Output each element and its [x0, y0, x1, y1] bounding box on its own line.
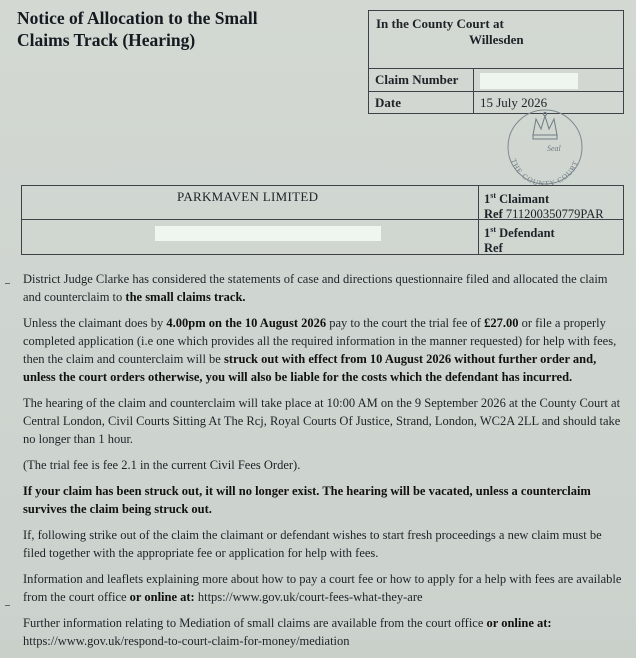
title-line-1: Notice of Allocation to the Small: [17, 8, 258, 28]
paragraph-fees-info: Information and leaflets explaining more about how to pay a court fee or how to apply for a help with fees are available from the court office or online at: https://www.gov.uk/court-fees-what-they-are: [23, 572, 622, 604]
paragraph-fresh-proceedings: If, following strike out of the claim the claimant or defendant wishes to start fresh proceedings a new claim must be filed together with the appropriate fee or application for help with fees.: [23, 528, 602, 560]
paragraph-allocation: District Judge Clarke has considered the statements of case and directions questionnaire filed and allocated the claim and counterclaim to the small claims track.: [23, 272, 608, 304]
date-label: Date: [368, 92, 474, 114]
claimant-ref-value: 711200350779PAR: [505, 207, 604, 222]
claimant-name: PARKMAVEN LIMITED: [177, 189, 319, 204]
paragraph-trial-fee: Unless the claimant does by 4.00pm on the 10 August 2026 pay to the court the trial fee of £27.00 or file a properly completed application (i.e one which provides all the required information in the manner requested) for help with fees, then the claim and counterclaim will be struck out with effect from 10 August 2026 without further order and, unless the court orders otherwise, you will also be liable for the costs which the defendant has incurred.: [23, 316, 617, 384]
defendant-role: 1st Defendant Ref: [484, 225, 555, 256]
order-body: [23, 270, 627, 658]
seal-label: Seal: [547, 144, 561, 153]
title-line-2: Claims Track (Hearing): [17, 30, 196, 50]
margin-tick-mark: [5, 283, 10, 284]
claimant-role: 1st Claimant Ref 711200350779PAR: [484, 191, 604, 222]
seal-ring-text: THE COUNTY COURT: [509, 157, 581, 189]
margin-tick-mark: [5, 605, 10, 606]
paragraph-struck-out: If your claim has been struck out, it will no longer exist. The hearing will be vacated, unless a counterclaim survives the claim being struck out.: [23, 484, 591, 516]
court-seal-stamp: [500, 107, 590, 191]
claim-number-redaction: [480, 73, 578, 89]
paragraph-hearing: The hearing of the claim and counterclaim will take place at 10:00 AM on the 9 September 2026 at the County Court at Central London, Civil Courts Sitting At The Rcj, Royal Courts Of Justice, Strand, London, WC2A 2LL and should take no longer than 1 hour.: [23, 396, 621, 446]
parties-table: [21, 185, 624, 255]
fees-link[interactable]: https://www.gov.uk/court-fees-what-they-are: [194, 590, 423, 604]
claim-number-label: Claim Number: [368, 69, 474, 91]
mediation-link[interactable]: https://www.gov.uk/respond-to-court-claim-for-money/mediation: [23, 634, 350, 648]
parties-column-divider: [478, 186, 479, 254]
court-info-box: [368, 10, 624, 114]
claim-number-value: [480, 69, 578, 91]
court-label: In the County Court at: [376, 16, 504, 31]
claim-number-row: [368, 68, 624, 91]
document-title: [17, 7, 347, 51]
date-value: 15 July 2026: [480, 95, 548, 110]
paragraph-fee-order: (The trial fee is fee 2.1 in the current Civil Fees Order).: [23, 458, 301, 472]
court-name: Willesden: [469, 32, 524, 47]
crown-icon: [533, 112, 557, 139]
defendant-name-redaction: [155, 226, 381, 241]
paragraph-mediation: Further information relating to Mediation of small claims are available from the court office or online at: https://www.gov.uk/respond-to-court-claim-for-money/mediation: [23, 616, 552, 648]
